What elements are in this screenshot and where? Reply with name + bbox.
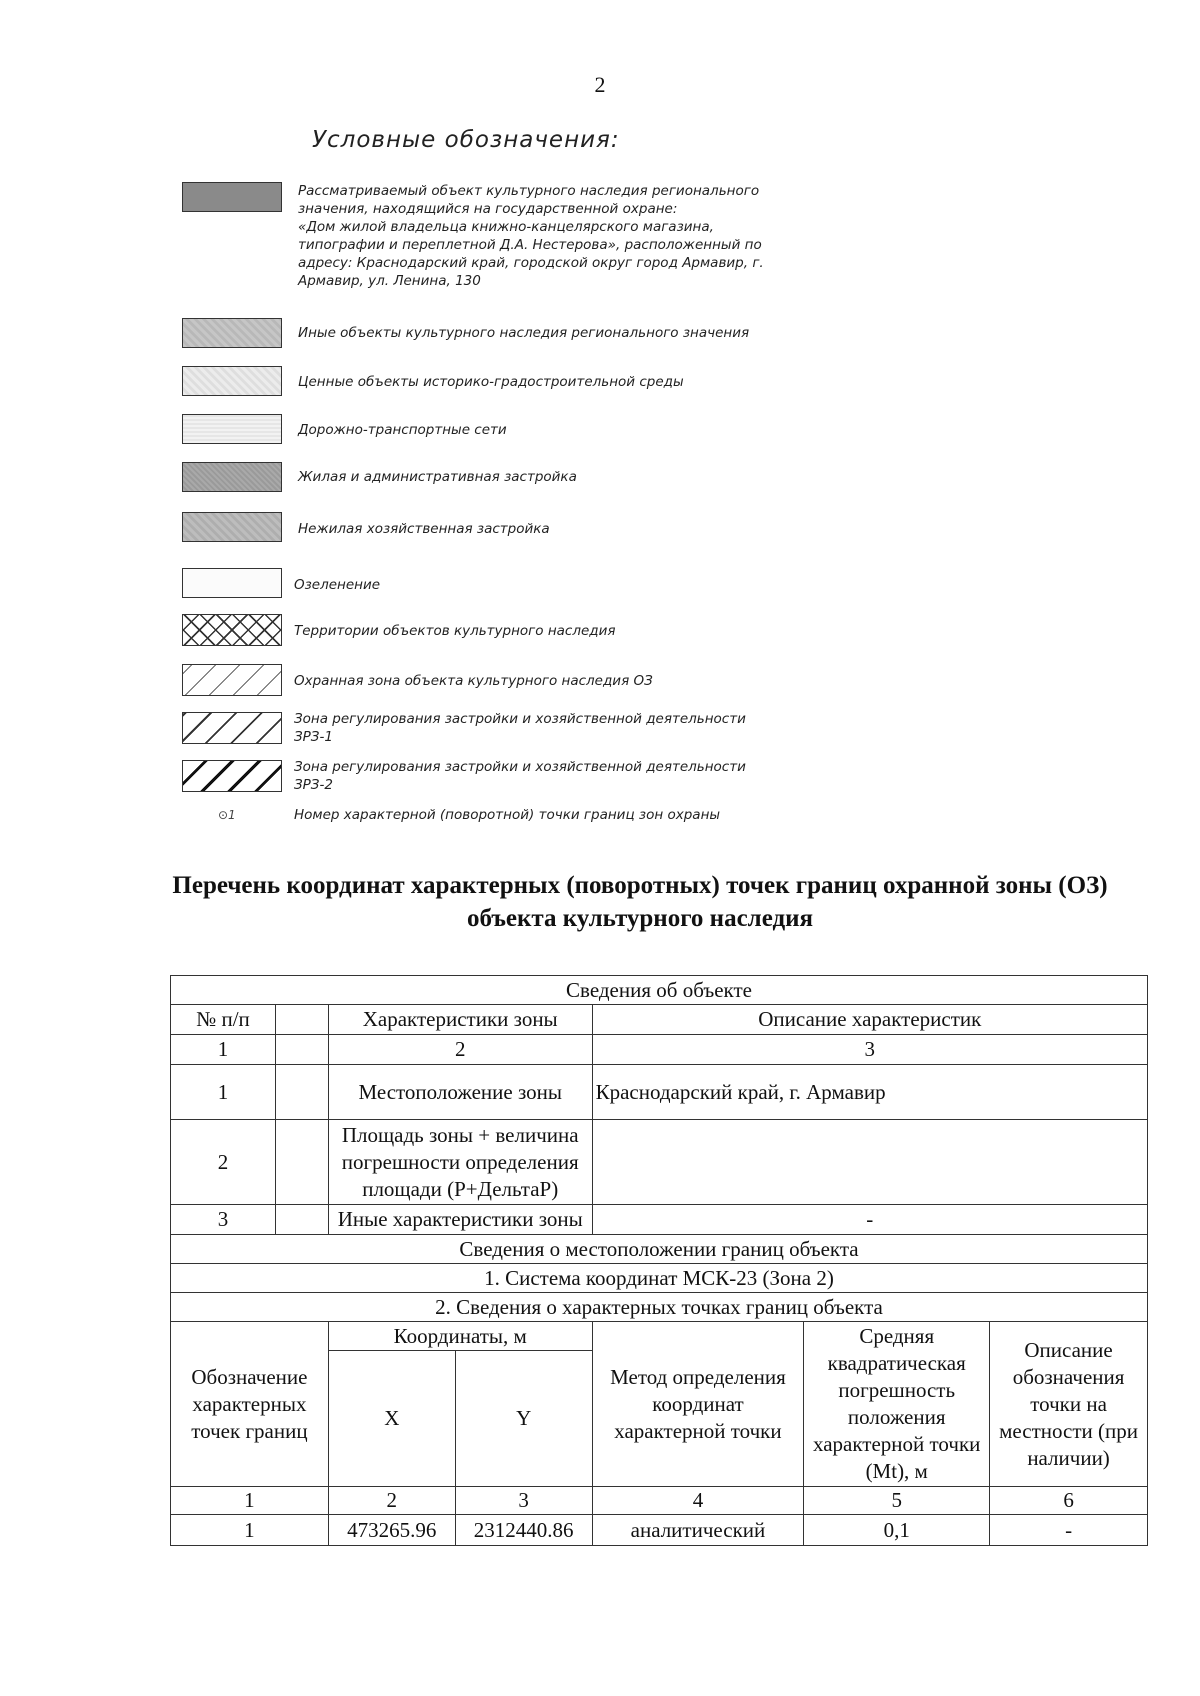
legend-item-text: Рассматриваемый объект культурного наследия регионального значения, находящийся на государственной охране: «Дом жилой владельца книжно-канцелярского магазина, типографии и переплетной Д.А. Нестерова», расположенный по адресу: Краснодарский край, городской округ город Армавир, г. Армавир, ул. Ленина, 130: [298, 183, 764, 289]
protection-zone-swatch: [182, 664, 282, 696]
header-y: Y: [455, 1351, 592, 1487]
table-cell: 6: [990, 1487, 1148, 1515]
table-cell: 5: [804, 1487, 990, 1515]
table-cell: 2: [328, 1035, 592, 1065]
table-row: [171, 1322, 1148, 1351]
primary-object-swatch: [182, 182, 282, 212]
legend-item-text: Зона регулирования застройки и хозяйственной деятельности ЗРЗ-1: [294, 711, 746, 745]
legend-item-text: Номер характерной (поворотной) точки границ зон охраны: [294, 807, 721, 823]
section-title-object: Сведения об объекте: [171, 976, 1148, 1005]
legend-item-text: Ценные объекты историко-градостроительной среды: [298, 374, 684, 390]
table-cell: 3: [592, 1035, 1147, 1065]
coordinates-table: [170, 975, 1148, 1546]
table-row: [171, 1205, 1148, 1235]
legend-item-text: Охранная зона объекта культурного наследия ОЗ: [294, 673, 653, 689]
table-header-cell: Характеристики зоны: [328, 1005, 592, 1035]
regulation-zone-2-swatch: [182, 760, 282, 792]
table-row: [171, 1293, 1148, 1322]
document-heading: Перечень координат характерных (поворотных) точек границ охранной зоны (ОЗ) объекта культурного наследия: [172, 872, 1108, 932]
table-cell: Краснодарский край, г. Армавир: [592, 1065, 1147, 1120]
point-method: аналитический: [592, 1515, 804, 1546]
table-row: [171, 976, 1148, 1005]
table-row: [171, 1065, 1148, 1120]
table-row: [171, 1235, 1148, 1264]
greenery-swatch: [182, 568, 282, 598]
residential-swatch: [182, 462, 282, 492]
table-cell: Площадь зоны + величина погрешности определения площади (Р+ДельтаР): [328, 1120, 592, 1205]
table-cell: 1: [171, 1065, 329, 1120]
table-cell: 3: [455, 1487, 592, 1515]
regulation-zone-1-swatch: [182, 712, 282, 744]
table-row: [171, 1005, 1148, 1035]
legend-item-text: Иные объекты культурного наследия регионального значения: [298, 325, 750, 341]
header-error: Средняя квадратическая погрешность положения характерной точки (Mt), м: [804, 1322, 990, 1487]
legend-item-text: Нежилая хозяйственная застройка: [298, 521, 550, 537]
heritage-territory-swatch: [182, 614, 282, 646]
table-header-cell: Описание характеристик: [592, 1005, 1147, 1035]
section-title-location: Сведения о местоположении границ объекта: [171, 1235, 1148, 1264]
non-residential-swatch: [182, 512, 282, 542]
road-network-swatch: [182, 414, 282, 444]
legend-item-text: Территории объектов культурного наследия: [294, 623, 616, 639]
table-row: [171, 1120, 1148, 1205]
legend-title: Условные обозначения:: [312, 127, 620, 153]
table-row: [171, 1264, 1148, 1293]
table-cell: 2: [328, 1487, 455, 1515]
table-cell: [592, 1120, 1147, 1205]
legend-item-text: Дорожно-транспортные сети: [298, 422, 507, 438]
table-row: [171, 1515, 1148, 1546]
coordinate-system: 1. Система координат МСК-23 (Зона 2): [171, 1264, 1148, 1293]
point-x: 473265.96: [328, 1515, 455, 1546]
point-y: 2312440.86: [455, 1515, 592, 1546]
point-error: 0,1: [804, 1515, 990, 1546]
table-cell: 4: [592, 1487, 804, 1515]
header-x: X: [328, 1351, 455, 1487]
table-row: [171, 1035, 1148, 1065]
header-description: Описание обозначения точки на местности (при наличии): [990, 1322, 1148, 1487]
header-designation: Обозначение характерных точек границ: [171, 1322, 329, 1487]
table-cell: 1: [171, 1035, 329, 1065]
legend-item-text: Зона регулирования застройки и хозяйственной деятельности ЗРЗ-2: [294, 759, 746, 793]
table-cell: 1: [171, 1487, 329, 1515]
other-heritage-swatch: [182, 318, 282, 348]
page-number: 2: [594, 72, 606, 97]
table-cell: 2: [171, 1120, 329, 1205]
section-title-points: 2. Сведения о характерных точках границ объекта: [171, 1293, 1148, 1322]
table-cell: Местоположение зоны: [328, 1065, 592, 1120]
point-designation: 1: [171, 1515, 329, 1546]
table-cell: 3: [171, 1205, 329, 1235]
header-method: Метод определения координат характерной точки: [592, 1322, 804, 1487]
header-coordinates: Координаты, м: [328, 1322, 592, 1351]
table-cell: Иные характеристики зоны: [328, 1205, 592, 1235]
table-row: [171, 1487, 1148, 1515]
legend-item-text: Озеленение: [294, 577, 381, 593]
table-cell: -: [592, 1205, 1147, 1235]
legend-item-text: Жилая и административная застройка: [298, 469, 577, 485]
valuable-objects-swatch: [182, 366, 282, 396]
table-header-cell: № п/п: [171, 1005, 329, 1035]
point-marker-icon: ⊙1: [218, 808, 236, 822]
point-description: -: [990, 1515, 1148, 1546]
